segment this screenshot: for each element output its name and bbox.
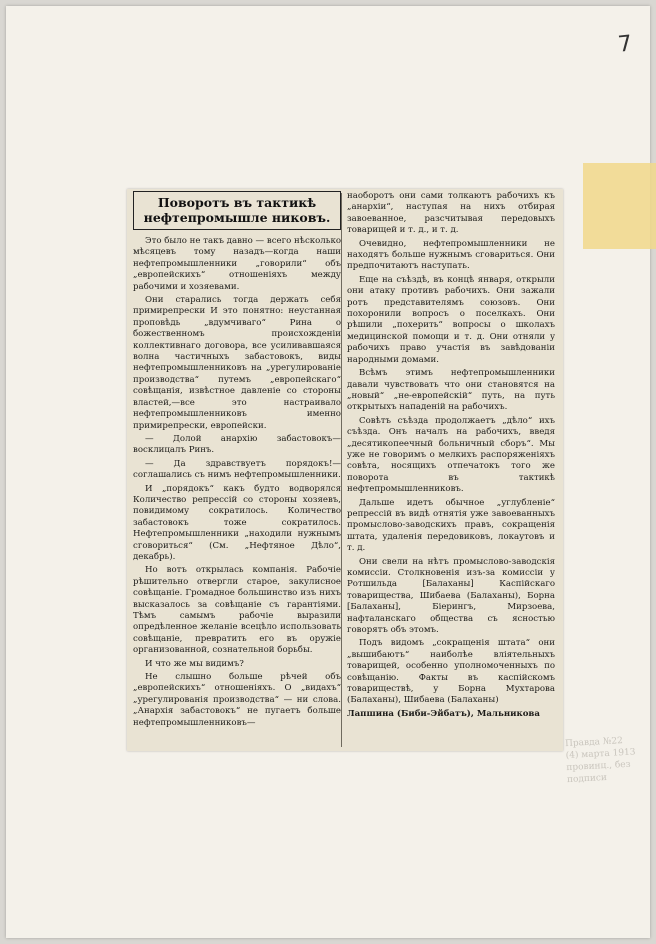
article-paragraph: Всѣмъ этимъ нефтепромышленники давали чувствовать что они становятся на „новый“ „не-европейскій“ путь, на путь открытыхъ нападеній на рабочихъ.	[347, 368, 555, 413]
article-headline: Поворотъ въ тактикѣ нефтепромышле никовъ.	[133, 191, 341, 230]
newspaper-clipping	[127, 189, 563, 751]
article-paragraph: Подъ видомъ „сокращенія штата“ они „вышибаютъ“ наиболѣе вліятельныхъ товарищей, особенно уполномоченныхъ по совѣщанію. Факты въ каспійскомъ товариществѣ, у Борна Мухтарова (Балаханы), Шибаева (Балаханы)	[347, 638, 555, 706]
article-paragraph: — Долой анархію забастовокъ—восклицалъ Ринъ.	[133, 433, 341, 456]
article-paragraph: И что же мы видимъ?	[145, 658, 244, 669]
article-paragraph: И „порядокъ“ какъ будто водворялся Количество репрессій со стороны хозяевъ, повидимому сократилось. Количество забастовокъ тоже сократилось. Нефтепромышленники „находили нужнымъ сговориться“ (См. „Нефтяное Дѣло“, декабрь).	[133, 483, 341, 562]
article-last-line: Лапшина (Биби-Эйбатъ), Мальникова	[347, 708, 540, 719]
article-column-right	[347, 191, 555, 722]
column-divider	[341, 193, 342, 747]
article-paragraph: Они свели на нѣтъ промыслово-заводскія комиссіи. Столкновенія изъ-за комиссіи у Ротшильда [Балаханы] Каспійскаго товарищества, Шибаева (Балаханы), Борна [Балаханы], Біерингъ, Мирзоева, нафталанскаго общества съ ясностью говорятъ объ этомъ.	[347, 556, 555, 636]
article-paragraph: Это было не такъ давно — всего нѣсколько мѣсяцевъ тому назадъ—когда наши нефтепромышленники „говорили“ объ „европейскихъ“ отношеніяхъ между рабочими и хозяевами.	[133, 236, 341, 292]
faint-archival-note: Правда №22 (4) марта 1913 провинц., без подписи	[564, 736, 636, 786]
page-number: 7	[616, 31, 634, 58]
article-paragraph: Дальше идетъ обычное „углубленіе“ репрессій въ видѣ отнятія уже завоеванныхъ промыслово-заводскихъ правъ, сокращенія штата, удаленія передовиковъ, локаутовъ и т. д.	[347, 497, 555, 554]
article-paragraph: Очевидно, нефтепромышленники не находятъ больше нужнымъ сговариться. Они предпочитаютъ наступать.	[347, 238, 555, 272]
archive-sheet	[6, 6, 650, 938]
article-paragraph: Не слышно больше рѣчей объ „европейскихъ“ отношеніяхъ. О „видахъ“ „урегулированія производства“ — ни слова. „Анархія забастовокъ“ не пугаетъ больше нефтепромышленниковъ—	[133, 672, 341, 728]
adhesive-tape	[583, 163, 656, 249]
article-paragraph: — Да здравствуетъ порядокъ!— соглашались съ нимъ нефтепромышленники.	[133, 458, 341, 481]
article-paragraph: наоборотъ они сами толкаютъ рабочихъ къ „анархіи“, наступая на нихъ отбирая завоеванное, разсчитывая передовыхъ товарищей и т. д., и т. д.	[347, 191, 555, 236]
article-paragraph: Но вотъ открылась компанія. Рабочіе рѣшительно отвергли старое, закулисное совѣщаніе. Громадное большинство изъ нихъ высказалось за совѣщаніе съ гарантіями. Тѣмъ самымъ рабочіе выразили опредѣленное желаніе всецѣло использовать совѣщаніе, превратить его въ оружіе организованной, сознательной борьбы.	[133, 565, 341, 656]
article-column-left	[133, 191, 341, 731]
article-paragraph: Они старались тогда держать себя примирепрески И это понятно: неустанная проповѣдь „вдумчиваго“ Рина о божественномъ происхожденіи коллективнаго договора, все усиливавшаяся волна частичныхъ забастовокъ, виды нефтепромышленниковъ на „урегулированіе производства“ путемъ „европейскаго“ совѣщанія, извѣстное давленіе со стороны властей,—все это настраивало нефтепромышленниковъ именно примирепрески, европейски.	[133, 295, 341, 431]
article-paragraph: Совѣтъ съѣзда продолжаетъ „дѣло“ ихъ съѣзда. Онъ началъ на рабочихъ, введя „десятикопеечный больничный сборъ“. Мы уже не говоримъ о мелкихъ распоряженіяхъ совѣта, носящихъ отпечатокъ того же поворота въ тактикѣ нефтепромышленниковъ.	[347, 415, 555, 495]
article-paragraph: Еще на съѣздѣ, въ концѣ января, открыли они атаку противъ рабочихъ. Они зажали ротъ представителямъ союзовъ. Они похоронили вопросъ о поселкахъ. Они рѣшили „похерить“ вопросы о школахъ медицинской помощи и т. д. Они отняли у рабочихъ право участія въ завѣдованіи народными домами.	[347, 274, 555, 365]
